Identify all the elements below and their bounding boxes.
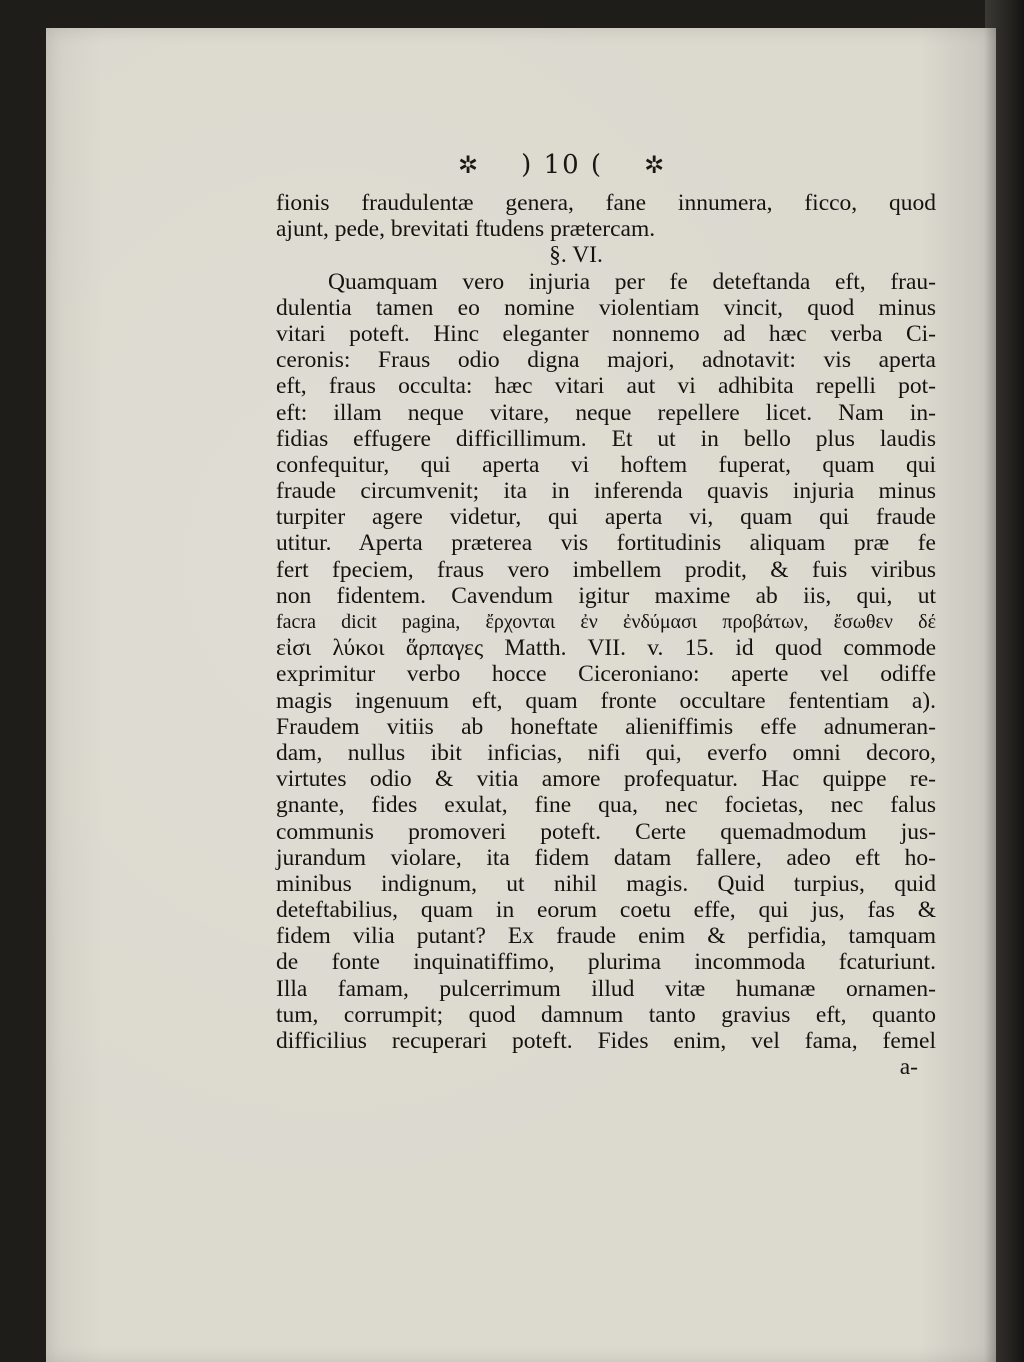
text-line: fidem vilia putant? Ex fraude enim & perfidia, tamquam bbox=[276, 923, 936, 950]
catchword: a- bbox=[899, 1054, 918, 1081]
text-line: Illa famam, pulcerrimum illud vitæ humanæ ornamen- bbox=[276, 975, 936, 1002]
text-line: confequitur, qui aperta vi hoftem fuperat, quam qui bbox=[276, 451, 936, 478]
text-line: eft: illam neque vitare, neque repellere licet. Nam in- bbox=[276, 399, 936, 426]
text-line: magis ingenuum eft, quam fronte occultare fententiam a). bbox=[276, 687, 936, 714]
text-line: non fidentem. Cavendum igitur maxime ab iis, qui, ut bbox=[276, 582, 936, 609]
right-ornament-icon: ✲ bbox=[644, 151, 667, 179]
text-line: ajunt, pede, brevitati ftudens prætercam. bbox=[276, 216, 656, 243]
text-line: eft, fraus occulta: hæc vitari aut vi adhibita repelli pot- bbox=[276, 373, 936, 400]
text-line: fraude circumvenit; ita in inferenda quavis injuria minus bbox=[276, 478, 936, 505]
text-line: difficilius recuperari poteft. Fides enim, vel fama, femel bbox=[276, 1028, 936, 1054]
page-number: ) 10 ( bbox=[521, 150, 604, 180]
text-line-greek: facra dicit pagina, ἔρχονται ἐν ἐνδύμασι προβάτων, ἔσωθεν δέ bbox=[276, 611, 936, 633]
text-line: jurandum violare, ita fidem datam fallere, adeo eft ho- bbox=[276, 844, 936, 871]
text-line: dam, nullus ibit inficias, nifi qui, everfo omni decoro, bbox=[276, 739, 936, 766]
text-line: turpiter agere videtur, qui aperta vi, quam qui fraude bbox=[276, 504, 936, 531]
text-line: utitur. Aperta præterea vis fortitudinis aliquam præ fe bbox=[276, 530, 936, 557]
body-text bbox=[276, 190, 936, 1080]
text-line: deteftabilius, quam in eorum coetu effe, qui jus, fas & bbox=[276, 897, 936, 924]
text-line: de fonte inquinatiffimo, plurima incommoda fcaturiunt. bbox=[276, 949, 936, 976]
text-line: fert fpeciem, fraus vero imbellem prodit, & fuis viribus bbox=[276, 556, 936, 583]
text-line: ceronis: Fraus odio digna majori, adnotavit: vis aperta bbox=[276, 347, 936, 374]
section-heading: §. VI. bbox=[549, 242, 603, 269]
text-line: dulentia tamen eo nomine violentiam vincit, quod minus bbox=[276, 294, 936, 321]
text-line: communis promoveri poteft. Certe quemadmodum jus- bbox=[276, 818, 936, 845]
page-gutter-shadow bbox=[984, 28, 996, 1362]
left-ornament-icon: ✲ bbox=[458, 151, 481, 179]
text-line: vitari poteft. Hinc eleganter nonnemo ad hæc verba Ci- bbox=[276, 320, 936, 347]
text-line: fionis fraudulentæ genera, fane innumera, ficco, quod bbox=[276, 190, 936, 216]
text-line: εἰσι λύκοι ἅρπαγες Matth. VII. v. 15. id quod commode bbox=[276, 635, 936, 662]
text-line: gnante, fides exulat, fine qua, nec focietas, nec falus bbox=[276, 792, 936, 819]
page-header bbox=[458, 150, 666, 180]
text-line: virtutes odio & vitia amore profequatur. Hac quippe re- bbox=[276, 766, 936, 793]
text-line: exprimitur verbo hocce Ciceroniano: aperte vel odiffe bbox=[276, 661, 936, 688]
text-line: Fraudem vitiis ab honeftate alieniffimis effe adnumeran- bbox=[276, 713, 936, 740]
text-line: tum, corrumpit; quod damnum tanto gravius eft, quanto bbox=[276, 1001, 936, 1028]
text-line: fidias effugere difficillimum. Et ut in bello plus laudis bbox=[276, 425, 936, 452]
text-line: minibus indignum, ut nihil magis. Quid turpius, quid bbox=[276, 870, 936, 897]
text-line: Quamquam vero injuria per fe deteftanda eft, frau- bbox=[328, 268, 936, 295]
